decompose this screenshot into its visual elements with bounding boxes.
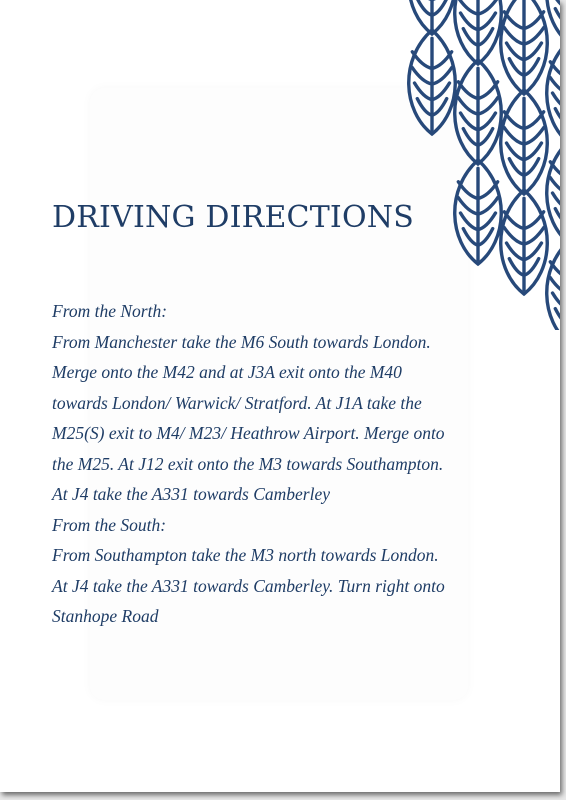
directions-line: Stanhope Road [52, 606, 159, 626]
leaf-pattern-icon [380, 0, 560, 330]
directions-line: From the South: [52, 514, 167, 535]
page-title: DRIVING DIRECTIONS [52, 200, 414, 235]
directions-line: At J4 take the A331 towards Camberley [52, 484, 331, 504]
directions-line: From Southampton take the M3 north towards London. [52, 545, 439, 565]
directions-line: At J4 take the A331 towards Camberley. Turn right onto [52, 575, 445, 596]
directions-text [52, 296, 502, 632]
directions-line: From Manchester take the M6 South towards London. [52, 331, 431, 352]
directions-line: the M25. At J12 exit onto the M3 towards Southampton. [52, 453, 444, 474]
directions-line: From the North: [52, 301, 168, 321]
directions-line: M25(S) exit to M4/ M23/ Heathrow Airport. Merge onto [52, 423, 445, 443]
directions-line: Merge onto the M42 and at J3A exit onto the M40 [52, 362, 402, 382]
directions-line: towards London/ Warwick/ Stratford. At J1A take the [52, 392, 422, 413]
